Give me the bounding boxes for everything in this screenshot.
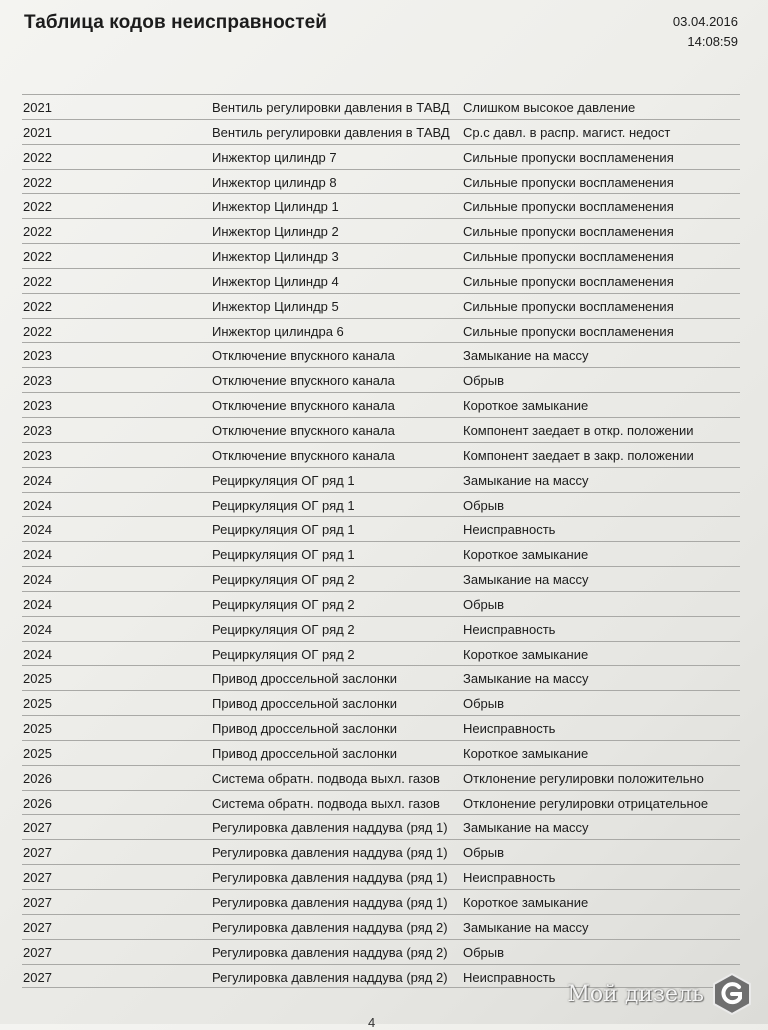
fault-description-cell: Замыкание на массу [463, 919, 589, 935]
table-row [22, 169, 740, 194]
table-row [22, 293, 740, 318]
table-row [22, 268, 740, 293]
component-cell: Отключение впускного канала [212, 373, 395, 389]
fault-description-cell: Неисправность [463, 870, 556, 886]
fault-code-cell: 2025 [23, 745, 52, 761]
table-row [22, 914, 740, 939]
table-row [22, 591, 740, 616]
component-cell: Система обратн. подвода выхл. газов [212, 795, 440, 811]
fault-description-cell: Ср.с давл. в распр. магист. недост [463, 124, 671, 140]
watermark [567, 972, 754, 1016]
fault-description-cell: Компонент заедает в откр. положении [463, 422, 694, 438]
table-row [22, 690, 740, 715]
table-row [22, 144, 740, 169]
table-row [22, 442, 740, 467]
fault-description-cell: Сильные пропуски воспламенения [463, 174, 674, 190]
fault-code-cell: 2022 [23, 298, 52, 314]
table-row [22, 616, 740, 641]
table-row [22, 939, 740, 964]
g-badge-icon [710, 972, 754, 1016]
fault-description-cell: Отклонение регулировки отрицательное [463, 795, 709, 811]
fault-description-cell: Компонент заедает в закр. положении [463, 447, 694, 463]
print-time: 14:08:59 [687, 34, 738, 49]
fault-description-cell: Короткое замыкание [463, 745, 589, 761]
component-cell: Привод дроссельной заслонки [212, 696, 398, 712]
component-cell: Инжектор цилиндра 6 [212, 323, 344, 339]
component-cell: Отключение впускного канала [212, 398, 395, 414]
fault-code-cell: 2025 [23, 696, 52, 712]
table-row [22, 541, 740, 566]
fault-description-cell: Сильные пропуски воспламенения [463, 224, 674, 240]
fault-description-cell: Сильные пропуски воспламенения [463, 298, 674, 314]
fault-description-cell: Сильные пропуски воспламенения [463, 199, 674, 215]
fault-code-cell: 2024 [23, 472, 52, 488]
fault-code-cell: 2027 [23, 919, 52, 935]
component-cell: Инжектор Цилиндр 5 [212, 298, 339, 314]
component-cell: Отключение впускного канала [212, 348, 395, 364]
table-row [22, 864, 740, 889]
fault-code-cell: 2027 [23, 870, 52, 886]
fault-code-cell: 2024 [23, 572, 52, 588]
table-row [22, 566, 740, 591]
fault-description-cell: Неисправность [463, 522, 556, 538]
component-cell: Регулировка давления наддува (ряд 1) [212, 845, 448, 861]
fault-code-cell: 2021 [23, 100, 52, 115]
fault-code-cell: 2026 [23, 795, 52, 811]
component-cell: Привод дроссельной заслонки [212, 671, 398, 687]
fault-code-cell: 2027 [23, 944, 52, 960]
fault-description-cell: Короткое замыкание [463, 398, 589, 414]
table-row [22, 765, 740, 790]
page-number: 4 [368, 1015, 376, 1030]
component-cell: Инжектор Цилиндр 4 [212, 273, 339, 289]
table-row [22, 467, 740, 492]
fault-code-cell: 2024 [23, 621, 52, 637]
fault-code-cell: 2022 [23, 174, 52, 190]
fault-code-cell: 2022 [23, 273, 52, 289]
table-row [22, 119, 740, 144]
fault-code-cell: 2024 [23, 522, 52, 538]
table-row [22, 492, 740, 517]
fault-code-cell: 2024 [23, 646, 52, 662]
table-row [22, 243, 740, 268]
table-row [22, 342, 740, 367]
fault-code-cell: 2027 [23, 969, 52, 985]
component-cell: Привод дроссельной заслонки [212, 721, 398, 737]
component-cell: Регулировка давления наддува (ряд 1) [212, 895, 448, 910]
component-cell: Рециркуляция ОГ ряд 1 [212, 522, 355, 538]
component-cell: Регулировка давления наддува (ряд 1) [212, 820, 448, 836]
component-cell: Рециркуляция ОГ ряд 2 [212, 646, 355, 662]
component-cell: Система обратн. подвода выхл. газов [212, 770, 440, 786]
component-cell: Инжектор цилиндр 8 [212, 174, 337, 190]
fault-code-cell: 2024 [23, 596, 52, 612]
table-row [22, 193, 740, 218]
fault-code-cell: 2022 [23, 224, 52, 240]
fault-description-cell: Обрыв [463, 497, 505, 513]
component-cell: Регулировка давления наддува (ряд 2) [212, 919, 448, 935]
table-row [22, 665, 740, 690]
component-cell: Отключение впускного канала [212, 447, 395, 463]
fault-description-cell: Короткое замыкание [463, 646, 589, 662]
fault-code-cell: 2023 [23, 422, 52, 438]
fault-description-cell: Сильные пропуски воспламенения [463, 149, 674, 165]
print-date: 03.04.2016 [672, 14, 738, 29]
fault-description-cell: Замыкание на массу [463, 820, 589, 836]
fault-description-cell: Замыкание на массу [463, 348, 589, 364]
fault-code-cell: 2023 [23, 373, 52, 389]
fault-code-cell: 2022 [23, 149, 52, 165]
table-row [22, 417, 740, 442]
watermark-text: Мой дизель [567, 981, 704, 1007]
table-row [22, 814, 740, 839]
component-cell: Привод дроссельной заслонки [212, 745, 398, 761]
table-row [22, 516, 740, 541]
fault-description-cell: Обрыв [463, 845, 505, 861]
fault-description-cell: Замыкание на массу [463, 572, 589, 588]
fault-code-cell: 2023 [23, 348, 52, 364]
fault-code-cell: 2022 [23, 323, 52, 339]
fault-code-cell: 2024 [23, 547, 52, 563]
fault-code-table [22, 94, 740, 988]
fault-code-cell: 2025 [23, 721, 52, 737]
component-cell: Инжектор Цилиндр 3 [212, 249, 339, 265]
fault-code-cell: 2022 [23, 249, 52, 265]
fault-description-cell: Слишком высокое давление [463, 100, 636, 115]
component-cell: Рециркуляция ОГ ряд 1 [212, 472, 355, 488]
fault-description-cell: Сильные пропуски воспламенения [463, 273, 674, 289]
component-cell: Вентиль регулировки давления в ТАВД [212, 100, 450, 115]
component-cell: Регулировка давления наддува (ряд 1) [212, 870, 448, 886]
fault-code-cell: 2027 [23, 895, 52, 910]
fault-description-cell: Обрыв [463, 373, 505, 389]
page-title: Таблица кодов неисправностей [24, 12, 328, 33]
component-cell: Рециркуляция ОГ ряд 2 [212, 596, 355, 612]
table-row [22, 94, 740, 119]
component-cell: Рециркуляция ОГ ряд 2 [212, 621, 355, 637]
fault-description-cell: Обрыв [463, 944, 505, 960]
fault-code-cell: 2025 [23, 671, 52, 687]
fault-description-cell: Обрыв [463, 696, 505, 712]
fault-description-cell: Сильные пропуски воспламенения [463, 323, 674, 339]
fault-description-cell: Отклонение регулировки положительно [463, 770, 704, 786]
fault-description-cell: Короткое замыкание [463, 895, 589, 910]
fault-description-cell: Замыкание на массу [463, 671, 589, 687]
fault-description-cell: Неисправность [463, 721, 556, 737]
component-cell: Рециркуляция ОГ ряд 1 [212, 497, 355, 513]
table-row [22, 218, 740, 243]
table-row [22, 839, 740, 864]
component-cell: Инжектор Цилиндр 2 [212, 224, 339, 240]
table-row [22, 392, 740, 417]
table-row [22, 740, 740, 765]
component-cell: Вентиль регулировки давления в ТАВД [212, 124, 450, 140]
fault-code-cell: 2027 [23, 845, 52, 861]
table-row [22, 367, 740, 392]
fault-code-cell: 2023 [23, 398, 52, 414]
component-cell: Регулировка давления наддува (ряд 2) [212, 969, 448, 985]
table-row [22, 715, 740, 740]
table-row [22, 790, 740, 815]
fault-description-cell: Сильные пропуски воспламенения [463, 249, 674, 265]
component-cell: Регулировка давления наддува (ряд 2) [212, 944, 448, 960]
fault-code-cell: 2022 [23, 199, 52, 215]
print-timestamp [673, 12, 738, 52]
fault-description-cell: Обрыв [463, 596, 505, 612]
table-row [22, 889, 740, 914]
fault-description-cell: Короткое замыкание [463, 547, 589, 563]
table-row [22, 641, 740, 666]
fault-code-cell: 2024 [23, 497, 52, 513]
component-cell: Инжектор цилиндр 7 [212, 149, 337, 165]
component-cell: Инжектор Цилиндр 1 [212, 199, 339, 215]
component-cell: Рециркуляция ОГ ряд 2 [212, 572, 355, 588]
fault-code-cell: 2027 [23, 820, 52, 836]
component-cell: Рециркуляция ОГ ряд 1 [212, 547, 355, 563]
fault-code-cell: 2026 [23, 770, 52, 786]
component-cell: Отключение впускного канала [212, 422, 395, 438]
fault-description-cell: Замыкание на массу [463, 472, 589, 488]
table-row [22, 318, 740, 343]
fault-description-cell: Неисправность [463, 621, 556, 637]
fault-code-cell: 2021 [23, 124, 52, 140]
fault-code-cell: 2023 [23, 447, 52, 463]
fault-description-cell: Неисправность [463, 969, 556, 985]
